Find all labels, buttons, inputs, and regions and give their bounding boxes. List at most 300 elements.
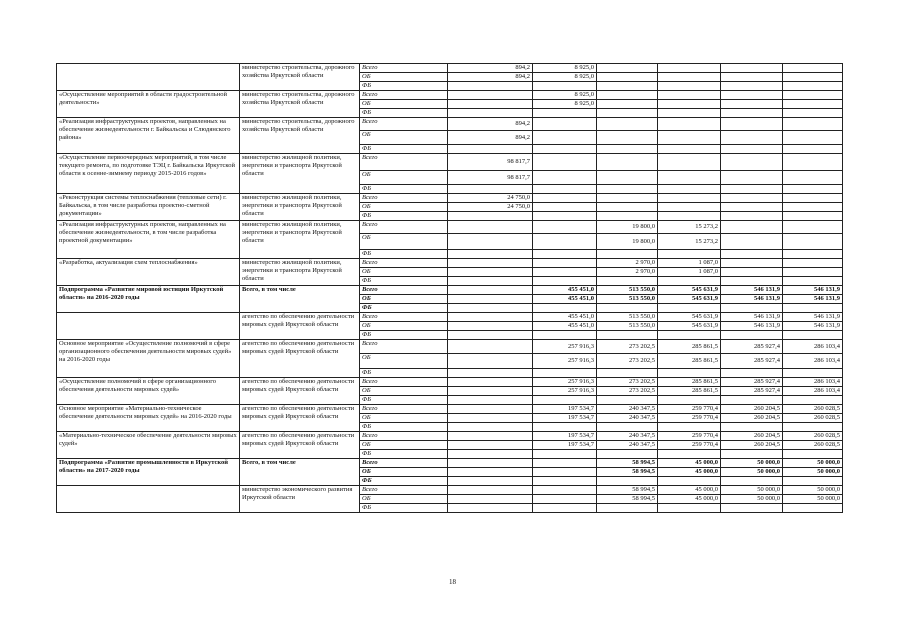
- amount-cell: 285 927,4: [721, 378, 783, 387]
- amount-cell: 545 631,9: [658, 313, 721, 322]
- table-row: [57, 378, 843, 387]
- activity-name-cell: «Осуществление полномочий в сфере организационного обеспечения деятельности мировых судей»: [57, 378, 240, 405]
- executor-cell: министерство жилищной политики, энергетики и транспорта Иркутской области: [240, 154, 360, 194]
- table-row: [57, 118, 843, 131]
- funding-source-cell: ФБ: [360, 82, 448, 91]
- funding-source-cell: ОБ: [360, 322, 448, 331]
- funding-source-cell: ОБ: [360, 495, 448, 504]
- amount-cell: 546 131,9: [721, 322, 783, 331]
- funding-source-cell: ОБ: [360, 171, 448, 185]
- amount-cell: [658, 331, 721, 340]
- amount-cell: [658, 423, 721, 432]
- amount-cell: [533, 477, 597, 486]
- amount-cell: [448, 295, 533, 304]
- amount-cell: 58 994,5: [597, 495, 658, 504]
- amount-cell: [448, 212, 533, 221]
- amount-cell: 8 925,0: [533, 73, 597, 82]
- amount-cell: 260 028,5: [783, 441, 843, 450]
- amount-cell: [533, 423, 597, 432]
- amount-cell: [658, 396, 721, 405]
- amount-cell: [533, 468, 597, 477]
- amount-cell: [533, 109, 597, 118]
- budget-table: [56, 63, 843, 513]
- amount-cell: [721, 450, 783, 459]
- amount-cell: [533, 268, 597, 277]
- amount-cell: [783, 450, 843, 459]
- funding-source-cell: ФБ: [360, 109, 448, 118]
- amount-cell: [658, 109, 721, 118]
- amount-cell: [721, 203, 783, 212]
- executor-cell: министерство жилищной политики, энергетики и транспорта Иркутской области: [240, 194, 360, 221]
- amount-cell: [448, 378, 533, 387]
- table-row: [57, 313, 843, 322]
- table-row: [57, 286, 843, 295]
- amount-cell: [448, 396, 533, 405]
- amount-cell: [448, 387, 533, 396]
- amount-cell: 50 000,0: [721, 459, 783, 468]
- amount-cell: [533, 185, 597, 194]
- amount-cell: [597, 64, 658, 73]
- amount-cell: [721, 73, 783, 82]
- funding-source-cell: ФБ: [360, 504, 448, 513]
- amount-cell: [783, 221, 843, 234]
- activity-name-cell: Основное мероприятие «Материально-техническое обеспечение деятельности мировых судей» на 2016-2020 годы: [57, 405, 240, 432]
- amount-cell: 50 000,0: [721, 495, 783, 504]
- amount-cell: [448, 423, 533, 432]
- amount-cell: [597, 504, 658, 513]
- page-number: 18: [449, 578, 456, 586]
- amount-cell: 259 770,4: [658, 441, 721, 450]
- executor-cell: агентство по обеспечению деятельности мировых судей Иркутской области: [240, 313, 360, 340]
- funding-source-cell: ОБ: [360, 441, 448, 450]
- amount-cell: [783, 477, 843, 486]
- amount-cell: 894,2: [448, 131, 533, 145]
- funding-source-cell: Всего: [360, 259, 448, 268]
- amount-cell: [721, 154, 783, 171]
- amount-cell: 546 131,9: [721, 286, 783, 295]
- amount-cell: 546 131,9: [783, 286, 843, 295]
- amount-cell: [448, 234, 533, 250]
- funding-source-cell: ФБ: [360, 423, 448, 432]
- activity-name-cell: «Реализация инфраструктурных проектов, направленных на обеспечение жизнедеятельности г. Байкальска и Слюдянского района»: [57, 118, 240, 154]
- amount-cell: [597, 100, 658, 109]
- amount-cell: 546 131,9: [783, 295, 843, 304]
- amount-cell: [533, 304, 597, 313]
- amount-cell: [783, 331, 843, 340]
- executor-cell: министерство строительства, дорожного хозяйства Иркутской области: [240, 91, 360, 118]
- amount-cell: 257 916,3: [533, 340, 597, 354]
- amount-cell: [658, 82, 721, 91]
- amount-cell: [658, 250, 721, 259]
- funding-source-cell: ФБ: [360, 212, 448, 221]
- table-row: [57, 486, 843, 495]
- activity-name-cell: [57, 313, 240, 340]
- amount-cell: [448, 259, 533, 268]
- table-row: [57, 194, 843, 203]
- amount-cell: 45 000,0: [658, 459, 721, 468]
- amount-cell: [597, 91, 658, 100]
- amount-cell: [448, 185, 533, 194]
- funding-source-cell: Всего: [360, 118, 448, 131]
- executor-cell: Всего, в том числе: [240, 286, 360, 313]
- amount-cell: [783, 234, 843, 250]
- funding-source-cell: ОБ: [360, 131, 448, 145]
- amount-cell: 197 534,7: [533, 432, 597, 441]
- amount-cell: [448, 450, 533, 459]
- funding-source-cell: ФБ: [360, 331, 448, 340]
- funding-source-cell: ОБ: [360, 354, 448, 369]
- amount-cell: 50 000,0: [783, 495, 843, 504]
- funding-source-cell: ФБ: [360, 396, 448, 405]
- amount-cell: [448, 369, 533, 378]
- amount-cell: 894,2: [448, 118, 533, 131]
- amount-cell: 2 970,0: [597, 259, 658, 268]
- amount-cell: [721, 250, 783, 259]
- executor-cell: министерство жилищной политики, энергетики и транспорта Иркутской области: [240, 259, 360, 286]
- amount-cell: 257 916,3: [533, 378, 597, 387]
- amount-cell: 545 631,9: [658, 286, 721, 295]
- table-row: [57, 340, 843, 354]
- amount-cell: [533, 145, 597, 154]
- amount-cell: [658, 73, 721, 82]
- amount-cell: 1 087,0: [658, 259, 721, 268]
- amount-cell: [597, 250, 658, 259]
- amount-cell: [721, 131, 783, 145]
- funding-source-cell: Всего: [360, 313, 448, 322]
- amount-cell: [783, 504, 843, 513]
- amount-cell: [448, 432, 533, 441]
- amount-cell: [448, 91, 533, 100]
- amount-cell: [448, 322, 533, 331]
- amount-cell: 513 550,0: [597, 286, 658, 295]
- amount-cell: 24 750,0: [448, 194, 533, 203]
- amount-cell: [597, 118, 658, 131]
- amount-cell: [533, 234, 597, 250]
- amount-cell: [783, 131, 843, 145]
- activity-name-cell: [57, 486, 240, 513]
- amount-cell: 285 861,5: [658, 378, 721, 387]
- amount-cell: [721, 91, 783, 100]
- amount-cell: 197 534,7: [533, 405, 597, 414]
- funding-source-cell: ОБ: [360, 203, 448, 212]
- funding-source-cell: ФБ: [360, 304, 448, 313]
- amount-cell: [533, 495, 597, 504]
- funding-source-cell: ФБ: [360, 450, 448, 459]
- amount-cell: [658, 171, 721, 185]
- amount-cell: 240 347,5: [597, 432, 658, 441]
- executor-cell: агентство по обеспечению деятельности мировых судей Иркутской области: [240, 340, 360, 378]
- amount-cell: 513 550,0: [597, 322, 658, 331]
- amount-cell: 285 927,4: [721, 354, 783, 369]
- amount-cell: 286 103,4: [783, 378, 843, 387]
- amount-cell: [448, 250, 533, 259]
- amount-cell: [533, 171, 597, 185]
- amount-cell: 15 273,2: [658, 234, 721, 250]
- amount-cell: [721, 268, 783, 277]
- amount-cell: [783, 64, 843, 73]
- amount-cell: [597, 331, 658, 340]
- amount-cell: [448, 405, 533, 414]
- amount-cell: [533, 118, 597, 131]
- amount-cell: 259 770,4: [658, 405, 721, 414]
- amount-cell: [783, 396, 843, 405]
- funding-source-cell: Всего: [360, 286, 448, 295]
- amount-cell: [533, 277, 597, 286]
- activity-name-cell: Основное мероприятие «Осуществление полномочий в сфере организационного обеспечения деятельности мировых судей» на 2016-2020 годы: [57, 340, 240, 378]
- table-row: [57, 64, 843, 73]
- table-row: [57, 259, 843, 268]
- amount-cell: 455 451,0: [533, 286, 597, 295]
- amount-cell: 257 916,3: [533, 387, 597, 396]
- amount-cell: [658, 194, 721, 203]
- activity-name-cell: «Реконструкция системы теплоснабжения (тепловые сети) г. Байкальска, в том числе разработка проектно-сметной документации»: [57, 194, 240, 221]
- amount-cell: [721, 234, 783, 250]
- amount-cell: 455 451,0: [533, 322, 597, 331]
- amount-cell: 50 000,0: [783, 459, 843, 468]
- amount-cell: 259 770,4: [658, 432, 721, 441]
- amount-cell: 260 028,5: [783, 414, 843, 423]
- amount-cell: [783, 250, 843, 259]
- amount-cell: [597, 109, 658, 118]
- amount-cell: [783, 259, 843, 268]
- amount-cell: 58 994,5: [597, 486, 658, 495]
- activity-name-cell: Подпрограмма «Развитие мировой юстиции Иркутской области» на 2016-2020 годы: [57, 286, 240, 313]
- amount-cell: 285 927,4: [721, 387, 783, 396]
- funding-source-cell: ОБ: [360, 100, 448, 109]
- funding-source-cell: ОБ: [360, 387, 448, 396]
- amount-cell: 197 534,7: [533, 441, 597, 450]
- amount-cell: 240 347,5: [597, 405, 658, 414]
- funding-source-cell: Всего: [360, 91, 448, 100]
- funding-source-cell: ФБ: [360, 369, 448, 378]
- amount-cell: [658, 304, 721, 313]
- amount-cell: [533, 259, 597, 268]
- activity-name-cell: «Осуществление мероприятий в области градостроительной деятельности»: [57, 91, 240, 118]
- table-row: [57, 221, 843, 234]
- amount-cell: [533, 154, 597, 171]
- amount-cell: [721, 171, 783, 185]
- activity-name-cell: «Осуществление первоочередных мероприятий, в том числе текущего ремонта, по подготовке ТЭЦ г. Байкальска Иркутской области к осенне-зимнему периоду 2015-2016 годов»: [57, 154, 240, 194]
- amount-cell: [783, 304, 843, 313]
- amount-cell: [597, 171, 658, 185]
- amount-cell: 1 087,0: [658, 268, 721, 277]
- funding-source-cell: ОБ: [360, 73, 448, 82]
- activity-name-cell: «Реализация инфраструктурных проектов, направленных на обеспечение жизнедеятельности, в том числе разработка проектной документации»: [57, 221, 240, 259]
- amount-cell: [597, 203, 658, 212]
- amount-cell: 260 028,5: [783, 432, 843, 441]
- funding-source-cell: Всего: [360, 405, 448, 414]
- amount-cell: 285 861,5: [658, 387, 721, 396]
- funding-source-cell: ОБ: [360, 468, 448, 477]
- amount-cell: [533, 250, 597, 259]
- amount-cell: [597, 131, 658, 145]
- amount-cell: 45 000,0: [658, 468, 721, 477]
- amount-cell: [721, 118, 783, 131]
- activity-name-cell: Подпрограмма «Развитие промышленности в Иркутской области» на 2017-2020 годы: [57, 459, 240, 486]
- table-row: [57, 459, 843, 468]
- funding-source-cell: ОБ: [360, 234, 448, 250]
- amount-cell: 894,2: [448, 73, 533, 82]
- amount-cell: [721, 477, 783, 486]
- amount-cell: 8 925,0: [533, 91, 597, 100]
- amount-cell: [448, 495, 533, 504]
- funding-source-cell: Всего: [360, 154, 448, 171]
- amount-cell: [448, 459, 533, 468]
- amount-cell: [783, 369, 843, 378]
- amount-cell: [721, 396, 783, 405]
- amount-cell: [597, 73, 658, 82]
- amount-cell: 19 800,0: [597, 221, 658, 234]
- executor-cell: агентство по обеспечению деятельности мировых судей Иркутской области: [240, 378, 360, 405]
- amount-cell: [783, 277, 843, 286]
- amount-cell: [448, 286, 533, 295]
- funding-source-cell: Всего: [360, 378, 448, 387]
- amount-cell: 545 631,9: [658, 295, 721, 304]
- amount-cell: 8 925,0: [533, 64, 597, 73]
- funding-source-cell: ФБ: [360, 477, 448, 486]
- amount-cell: [721, 369, 783, 378]
- amount-cell: 513 550,0: [597, 313, 658, 322]
- amount-cell: [721, 331, 783, 340]
- table-row: [57, 91, 843, 100]
- funding-source-cell: ОБ: [360, 414, 448, 423]
- amount-cell: [721, 185, 783, 194]
- amount-cell: [448, 313, 533, 322]
- amount-cell: [597, 145, 658, 154]
- amount-cell: [783, 185, 843, 194]
- amount-cell: [448, 486, 533, 495]
- amount-cell: 58 994,5: [597, 468, 658, 477]
- amount-cell: [533, 221, 597, 234]
- amount-cell: 45 000,0: [658, 486, 721, 495]
- amount-cell: [533, 131, 597, 145]
- executor-cell: министерство экономического развития Иркутской области: [240, 486, 360, 513]
- amount-cell: [448, 340, 533, 354]
- executor-cell: министерство строительства, дорожного хозяйства Иркутской области: [240, 118, 360, 154]
- amount-cell: [783, 154, 843, 171]
- activity-name-cell: «Материально-техническое обеспечение деятельности мировых судей»: [57, 432, 240, 459]
- amount-cell: [658, 91, 721, 100]
- amount-cell: [658, 369, 721, 378]
- amount-cell: 98 817,7: [448, 154, 533, 171]
- amount-cell: [597, 477, 658, 486]
- amount-cell: [597, 304, 658, 313]
- amount-cell: [448, 109, 533, 118]
- amount-cell: 240 347,5: [597, 441, 658, 450]
- amount-cell: 45 000,0: [658, 495, 721, 504]
- amount-cell: [533, 212, 597, 221]
- amount-cell: 98 817,7: [448, 171, 533, 185]
- amount-cell: 286 103,4: [783, 387, 843, 396]
- amount-cell: 545 631,9: [658, 322, 721, 331]
- amount-cell: [448, 277, 533, 286]
- amount-cell: [533, 459, 597, 468]
- amount-cell: [783, 194, 843, 203]
- amount-cell: [783, 171, 843, 185]
- amount-cell: [783, 118, 843, 131]
- executor-cell: агентство по обеспечению деятельности мировых судей Иркутской области: [240, 405, 360, 432]
- amount-cell: [658, 203, 721, 212]
- amount-cell: [597, 277, 658, 286]
- funding-source-cell: Всего: [360, 432, 448, 441]
- amount-cell: [597, 396, 658, 405]
- amount-cell: 260 028,5: [783, 405, 843, 414]
- executor-cell: агентство по обеспечению деятельности мировых судей Иркутской области: [240, 432, 360, 459]
- executor-cell: Всего, в том числе: [240, 459, 360, 486]
- amount-cell: 257 916,3: [533, 354, 597, 369]
- amount-cell: [448, 145, 533, 154]
- amount-cell: 50 000,0: [721, 486, 783, 495]
- funding-source-cell: Всего: [360, 194, 448, 203]
- amount-cell: 546 131,9: [783, 313, 843, 322]
- amount-cell: 894,2: [448, 64, 533, 73]
- table-row: [57, 432, 843, 441]
- amount-cell: [721, 109, 783, 118]
- amount-cell: 58 994,5: [597, 459, 658, 468]
- amount-cell: 513 550,0: [597, 295, 658, 304]
- amount-cell: 19 800,0: [597, 234, 658, 250]
- amount-cell: [721, 100, 783, 109]
- amount-cell: [721, 212, 783, 221]
- amount-cell: 15 273,2: [658, 221, 721, 234]
- amount-cell: 273 202,5: [597, 378, 658, 387]
- amount-cell: [721, 277, 783, 286]
- amount-cell: [721, 259, 783, 268]
- funding-source-cell: ФБ: [360, 185, 448, 194]
- amount-cell: [721, 82, 783, 91]
- amount-cell: [658, 477, 721, 486]
- amount-cell: [533, 486, 597, 495]
- amount-cell: 455 451,0: [533, 295, 597, 304]
- amount-cell: [448, 441, 533, 450]
- amount-cell: [658, 118, 721, 131]
- amount-cell: 546 131,9: [783, 322, 843, 331]
- amount-cell: [448, 477, 533, 486]
- amount-cell: [721, 145, 783, 154]
- amount-cell: [658, 450, 721, 459]
- amount-cell: [597, 423, 658, 432]
- amount-cell: 260 204,5: [721, 405, 783, 414]
- funding-source-cell: Всего: [360, 459, 448, 468]
- amount-cell: [533, 331, 597, 340]
- amount-cell: [658, 504, 721, 513]
- amount-cell: [597, 185, 658, 194]
- amount-cell: 546 131,9: [721, 295, 783, 304]
- funding-source-cell: Всего: [360, 486, 448, 495]
- amount-cell: [783, 109, 843, 118]
- amount-cell: 50 000,0: [721, 468, 783, 477]
- funding-source-cell: ОБ: [360, 295, 448, 304]
- amount-cell: [533, 203, 597, 212]
- amount-cell: [658, 100, 721, 109]
- amount-cell: [783, 212, 843, 221]
- amount-cell: [448, 100, 533, 109]
- funding-source-cell: ФБ: [360, 277, 448, 286]
- amount-cell: 260 204,5: [721, 414, 783, 423]
- amount-cell: [597, 212, 658, 221]
- amount-cell: [533, 369, 597, 378]
- amount-cell: 546 131,9: [721, 313, 783, 322]
- amount-cell: [783, 91, 843, 100]
- amount-cell: [783, 145, 843, 154]
- amount-cell: [448, 331, 533, 340]
- executor-cell: министерство жилищной политики, энергетики и транспорта Иркутской области: [240, 221, 360, 259]
- amount-cell: [658, 64, 721, 73]
- amount-cell: [783, 100, 843, 109]
- amount-cell: 197 534,7: [533, 414, 597, 423]
- amount-cell: [533, 82, 597, 91]
- table-row: [57, 405, 843, 414]
